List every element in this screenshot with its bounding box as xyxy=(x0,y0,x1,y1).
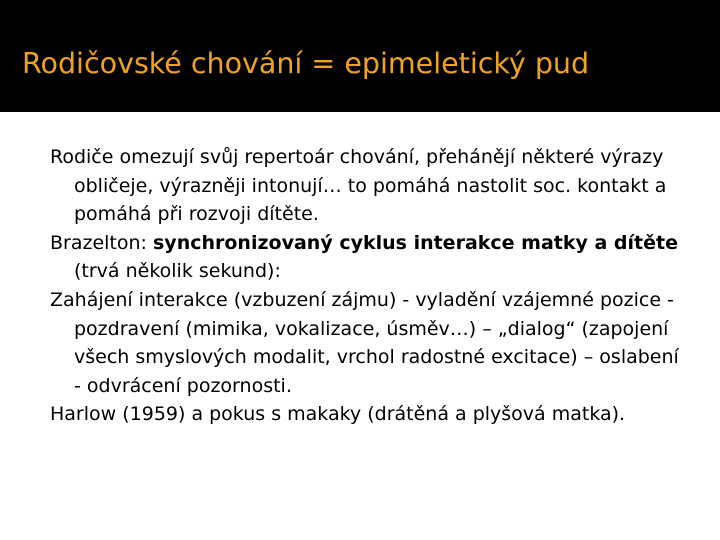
slide-title: Rodičovské chování = epimeletický pud xyxy=(22,47,590,80)
slide-body xyxy=(50,143,690,429)
paragraph-parent-behavior: Rodiče omezují svůj repertoár chování, přehánějí některé výrazy obličeje, výrazněji intonují… to pomáhá nastolit soc. kontakt a pomáhá při rozvoji dítěte. xyxy=(50,146,667,226)
brazelton-bold-term: synchronizovaný cyklus interakce matky a dítěte xyxy=(153,231,678,254)
title-bar xyxy=(0,0,720,112)
brazelton-prefix: Brazelton: xyxy=(50,231,153,254)
paragraph-brazelton xyxy=(50,229,690,286)
paragraph-harlow: Harlow (1959) a pokus s makaky (drátěná a plyšová matka). xyxy=(50,403,626,426)
paragraph-interaction-cycle: Zahájení interakce (vzbuzení zájmu) - vyladění vzájemné pozice - pozdravení (mimika, vokalizace, úsměv…) – „dialog“ (zapojení všech smyslových modalit, vrchol radostné excitace) – oslabení - odvrácení pozornosti. xyxy=(50,288,679,397)
brazelton-suffix: (trvá několik sekund): xyxy=(74,260,281,283)
